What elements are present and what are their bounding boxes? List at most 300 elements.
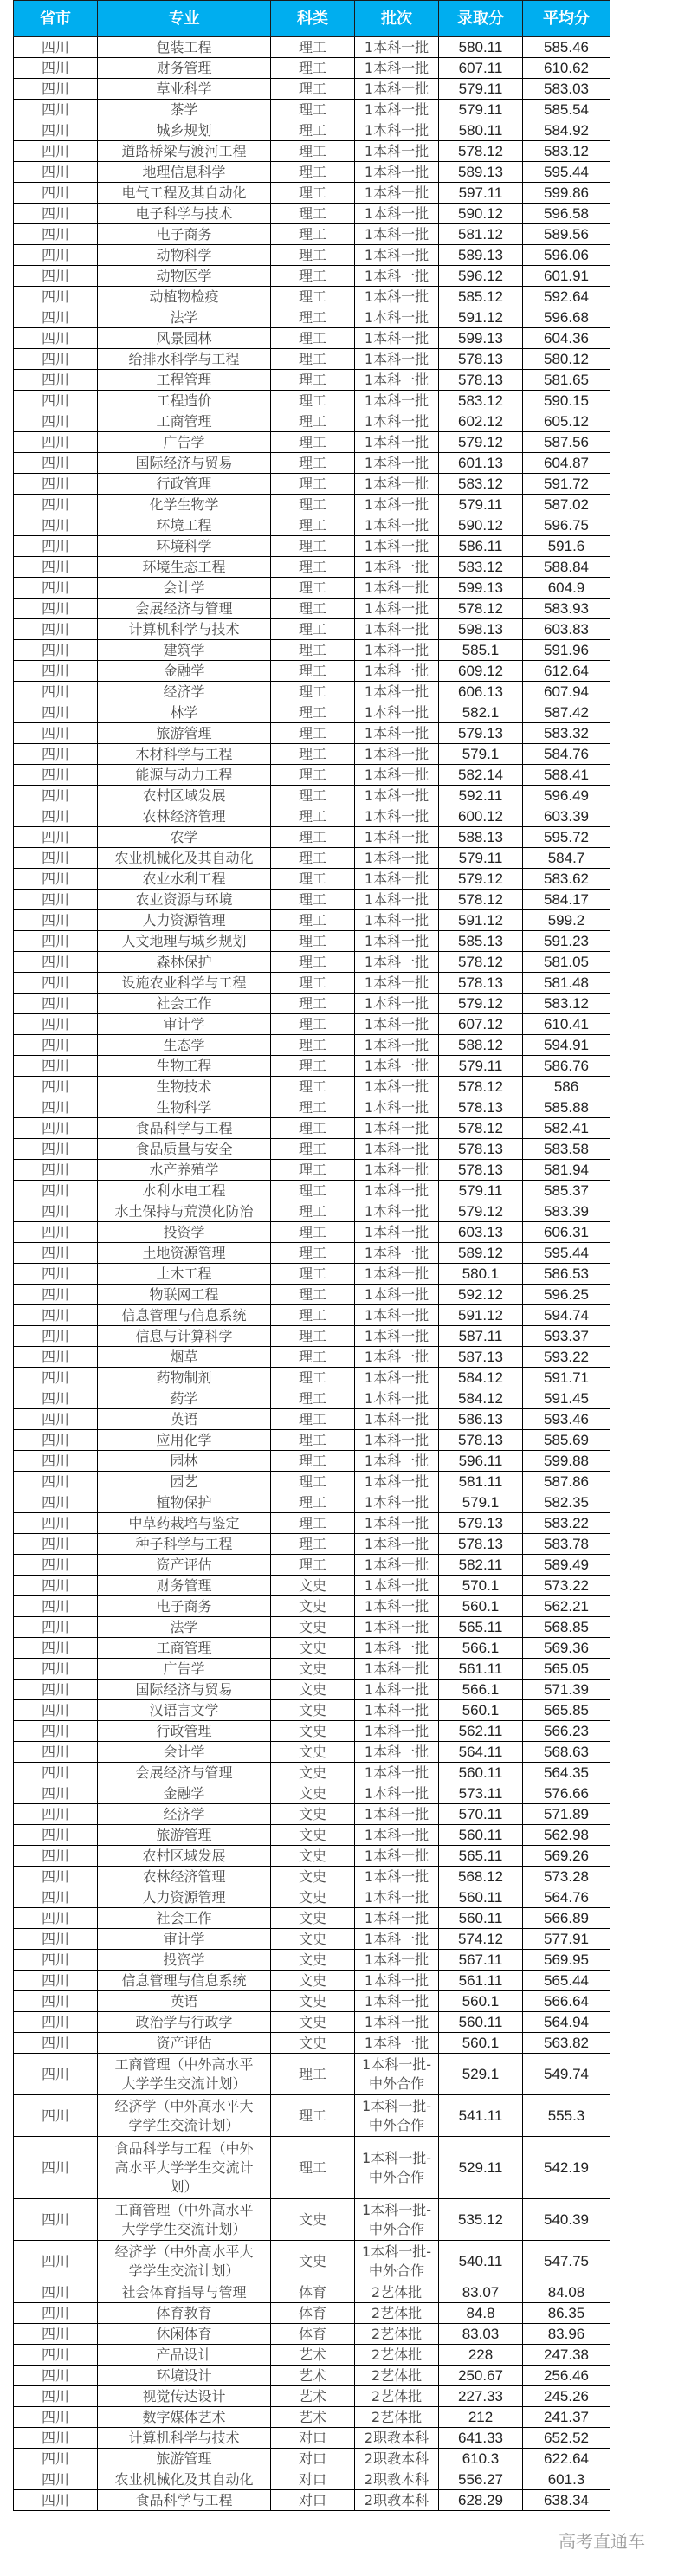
major-text: 体育教育 <box>156 2304 212 2321</box>
cell-category: 文史 <box>271 1763 355 1783</box>
table-row <box>14 1929 610 1950</box>
cell-major <box>98 328 271 349</box>
cell-avg-score: 591.45 <box>523 1388 610 1409</box>
cell-category: 理工 <box>271 640 355 661</box>
cell-min-score: 83.03 <box>439 2324 523 2345</box>
cell-province: 四川 <box>14 287 98 307</box>
table-row <box>14 2469 610 2490</box>
table-header-row <box>14 1 610 37</box>
major-text: 环境生态工程 <box>142 558 226 575</box>
cell-category: 理工 <box>271 1201 355 1222</box>
cell-min-score: 578.13 <box>439 1534 523 1555</box>
cell-avg-score: 589.56 <box>523 224 610 245</box>
cell-major <box>98 474 271 495</box>
cell-category: 文史 <box>271 1700 355 1721</box>
cell-batch: 1本科一批 <box>355 370 439 391</box>
major-text: 社会工作 <box>156 1909 212 1926</box>
table-row <box>14 2449 610 2469</box>
cell-major <box>98 2490 271 2511</box>
cell-batch: 1本科一批-中外合作 <box>355 2095 439 2137</box>
table-row <box>14 952 610 973</box>
table-row <box>14 58 610 79</box>
cell-min-score: 566.1 <box>439 1638 523 1659</box>
major-text: 计算机科学与技术 <box>128 2429 240 2446</box>
table-row <box>14 890 610 910</box>
cell-batch: 1本科一批 <box>355 1160 439 1181</box>
major-text: 休闲体育 <box>156 2325 212 2342</box>
major-text: 环境设计 <box>156 2366 212 2384</box>
cell-min-score: 227.33 <box>439 2386 523 2407</box>
cell-category: 理工 <box>271 183 355 204</box>
cell-batch: 1本科一批 <box>355 1617 439 1638</box>
cell-min-score: 581.12 <box>439 224 523 245</box>
cell-min-score: 589.13 <box>439 245 523 266</box>
cell-category: 文史 <box>271 1783 355 1804</box>
cell-major <box>98 495 271 515</box>
cell-major <box>98 890 271 910</box>
cell-major <box>98 2324 271 2345</box>
cell-province: 四川 <box>14 806 98 827</box>
table-row <box>14 765 610 786</box>
cell-category: 理工 <box>271 1305 355 1326</box>
major-text: 金融学 <box>163 1784 205 1802</box>
cell-category: 理工 <box>271 307 355 328</box>
cell-batch: 1本科一批 <box>355 474 439 495</box>
cell-avg-score: 590.15 <box>523 391 610 411</box>
cell-province: 四川 <box>14 100 98 120</box>
cell-province: 四川 <box>14 432 98 453</box>
cell-avg-score: 652.52 <box>523 2428 610 2449</box>
cell-batch: 1本科一批 <box>355 2012 439 2033</box>
table-row <box>14 640 610 661</box>
cell-major <box>98 2033 271 2054</box>
cell-batch: 1本科一批 <box>355 1721 439 1742</box>
major-text: 人力资源管理 <box>142 911 226 929</box>
cell-category: 理工 <box>271 391 355 411</box>
cell-category: 文史 <box>271 1742 355 1763</box>
table-row <box>14 1680 610 1700</box>
cell-category: 理工 <box>271 931 355 952</box>
cell-min-score: 579.12 <box>439 432 523 453</box>
cell-batch: 1本科一批 <box>355 1804 439 1825</box>
cell-min-score: 599.13 <box>439 578 523 599</box>
cell-min-score: 579.11 <box>439 79 523 100</box>
cell-min-score: 591.12 <box>439 1305 523 1326</box>
cell-category: 文史 <box>271 2033 355 2054</box>
cell-province: 四川 <box>14 58 98 79</box>
cell-avg-score: 603.39 <box>523 806 610 827</box>
cell-major <box>98 1534 271 1555</box>
major-text: 审计学 <box>163 1015 205 1032</box>
cell-avg-score: 580.12 <box>523 349 610 370</box>
table-row <box>14 1243 610 1264</box>
cell-category: 理工 <box>271 1451 355 1472</box>
cell-batch: 2职教本科 <box>355 2428 439 2449</box>
cell-major <box>98 869 271 890</box>
table-row <box>14 1222 610 1243</box>
cell-major <box>98 515 271 536</box>
cell-major <box>98 1763 271 1783</box>
cell-major <box>98 1971 271 1991</box>
cell-batch: 1本科一批-中外合作 <box>355 2199 439 2241</box>
cell-major <box>98 2012 271 2033</box>
table-row <box>14 1326 610 1347</box>
cell-major <box>98 1097 271 1118</box>
table-row <box>14 100 610 120</box>
cell-category: 理工 <box>271 578 355 599</box>
cell-province: 四川 <box>14 578 98 599</box>
cell-category: 理工 <box>271 910 355 931</box>
cell-province: 四川 <box>14 557 98 578</box>
cell-avg-score: 566.89 <box>523 1908 610 1929</box>
table-row <box>14 848 610 869</box>
cell-batch: 1本科一批 <box>355 120 439 141</box>
cell-category: 文史 <box>271 1950 355 1971</box>
cell-major <box>98 1804 271 1825</box>
cell-major <box>98 2199 271 2241</box>
cell-avg-score: 589.49 <box>523 1555 610 1576</box>
cell-major <box>98 1077 271 1097</box>
cell-batch: 1本科一批 <box>355 515 439 536</box>
cell-province: 四川 <box>14 307 98 328</box>
cell-batch: 1本科一批 <box>355 1222 439 1243</box>
cell-province: 四川 <box>14 744 98 765</box>
cell-avg-score: 599.86 <box>523 183 610 204</box>
cell-category: 文史 <box>271 2241 355 2282</box>
cell-category: 理工 <box>271 1077 355 1097</box>
cell-province: 四川 <box>14 827 98 848</box>
cell-batch: 1本科一批 <box>355 2033 439 2054</box>
cell-avg-score: 584.7 <box>523 848 610 869</box>
cell-batch: 1本科一批 <box>355 973 439 994</box>
cell-category: 理工 <box>271 2095 355 2137</box>
major-text: 社会工作 <box>156 994 212 1012</box>
table-row <box>14 1659 610 1680</box>
major-text: 能源与动力工程 <box>135 766 233 783</box>
table-row <box>14 1056 610 1077</box>
cell-min-score: 84.8 <box>439 2303 523 2324</box>
table-row <box>14 2012 610 2033</box>
table-row <box>14 1388 610 1409</box>
cell-avg-score: 566.23 <box>523 1721 610 1742</box>
table-row <box>14 2303 610 2324</box>
cell-avg-score: 577.91 <box>523 1929 610 1950</box>
major-text: 木材科学与工程 <box>135 745 233 762</box>
table-row <box>14 2033 610 2054</box>
cell-major <box>98 1388 271 1409</box>
cell-province: 四川 <box>14 1430 98 1451</box>
cell-batch: 1本科一批 <box>355 1867 439 1887</box>
cell-min-score: 586.13 <box>439 1409 523 1430</box>
cell-min-score: 541.11 <box>439 2095 523 2137</box>
cell-avg-score: 594.91 <box>523 1035 610 1056</box>
cell-avg-score: 562.21 <box>523 1596 610 1617</box>
cell-major <box>98 411 271 432</box>
cell-major <box>98 204 271 224</box>
cell-province: 四川 <box>14 2469 98 2490</box>
major-text: 农学 <box>170 828 198 845</box>
cell-category: 理工 <box>271 2054 355 2095</box>
table-row <box>14 1950 610 1971</box>
cell-min-score: 583.12 <box>439 557 523 578</box>
cell-category: 对口 <box>271 2449 355 2469</box>
cell-min-score: 579.1 <box>439 1492 523 1513</box>
table-row <box>14 536 610 557</box>
cell-avg-score: 581.05 <box>523 952 610 973</box>
major-text: 森林保护 <box>156 953 212 970</box>
cell-avg-score: 606.31 <box>523 1222 610 1243</box>
cell-province: 四川 <box>14 1222 98 1243</box>
cell-province: 四川 <box>14 2407 98 2428</box>
cell-province: 四川 <box>14 1181 98 1201</box>
major-text: 工商管理 <box>156 1639 212 1656</box>
watermark: 高考直通车 <box>559 2531 645 2552</box>
cell-major <box>98 141 271 162</box>
major-text: 工商管理（中外高水平大学学生交流计划） <box>114 2201 254 2237</box>
table-row <box>14 1596 610 1617</box>
cell-major <box>98 599 271 619</box>
cell-batch: 1本科一批 <box>355 536 439 557</box>
cell-batch: 1本科一批 <box>355 890 439 910</box>
cell-province: 四川 <box>14 2386 98 2407</box>
cell-province: 四川 <box>14 515 98 536</box>
cell-min-score: 578.13 <box>439 349 523 370</box>
cell-province: 四川 <box>14 848 98 869</box>
cell-category: 理工 <box>271 1014 355 1035</box>
table-row <box>14 2324 610 2345</box>
cell-avg-score: 568.85 <box>523 1617 610 1638</box>
cell-category: 理工 <box>271 474 355 495</box>
cell-avg-score: 594.74 <box>523 1305 610 1326</box>
cell-min-score: 609.12 <box>439 661 523 682</box>
cell-category: 文史 <box>271 1617 355 1638</box>
major-text: 包装工程 <box>156 38 212 55</box>
cell-min-score: 565.11 <box>439 1846 523 1867</box>
major-text: 农业机械化及其自动化 <box>114 2470 254 2488</box>
cell-batch: 2职教本科 <box>355 2490 439 2511</box>
cell-batch: 2职教本科 <box>355 2469 439 2490</box>
cell-avg-score: 612.64 <box>523 661 610 682</box>
cell-province: 四川 <box>14 952 98 973</box>
table-row <box>14 2345 610 2366</box>
cell-category: 理工 <box>271 100 355 120</box>
cell-batch: 1本科一批 <box>355 557 439 578</box>
cell-major <box>98 2428 271 2449</box>
table-row <box>14 2428 610 2449</box>
cell-avg-score: 593.37 <box>523 1326 610 1347</box>
cell-province: 四川 <box>14 2303 98 2324</box>
cell-batch: 1本科一批 <box>355 307 439 328</box>
cell-batch: 1本科一批 <box>355 1201 439 1222</box>
cell-major <box>98 661 271 682</box>
major-text: 种子科学与工程 <box>135 1535 233 1552</box>
table-row <box>14 411 610 432</box>
cell-province: 四川 <box>14 2428 98 2449</box>
cell-category: 理工 <box>271 1430 355 1451</box>
cell-batch: 1本科一批 <box>355 1347 439 1368</box>
cell-province: 四川 <box>14 765 98 786</box>
table-row <box>14 245 610 266</box>
cell-batch: 1本科一批 <box>355 1451 439 1472</box>
table-row <box>14 1160 610 1181</box>
cell-avg-score: 593.46 <box>523 1409 610 1430</box>
cell-min-score: 578.13 <box>439 1430 523 1451</box>
cell-category: 文史 <box>271 1680 355 1700</box>
cell-min-score: 601.13 <box>439 453 523 474</box>
cell-min-score: 582.11 <box>439 1555 523 1576</box>
table-row <box>14 578 610 599</box>
cell-major <box>98 1285 271 1305</box>
cell-min-score: 560.11 <box>439 1763 523 1783</box>
cell-major <box>98 1243 271 1264</box>
cell-avg-score: 564.35 <box>523 1763 610 1783</box>
cell-min-score: 560.1 <box>439 1596 523 1617</box>
major-text: 视觉传达设计 <box>142 2387 226 2404</box>
cell-province: 四川 <box>14 723 98 744</box>
cell-min-score: 584.12 <box>439 1388 523 1409</box>
major-text: 草业科学 <box>156 80 212 97</box>
cell-min-score: 599.13 <box>439 328 523 349</box>
cell-category: 理工 <box>271 37 355 58</box>
cell-province: 四川 <box>14 973 98 994</box>
cell-province: 四川 <box>14 1409 98 1430</box>
cell-major <box>98 120 271 141</box>
cell-min-score: 598.13 <box>439 619 523 640</box>
cell-major <box>98 1056 271 1077</box>
cell-min-score: 580.11 <box>439 37 523 58</box>
cell-avg-score: 596.25 <box>523 1285 610 1305</box>
major-text: 经济学（中外高水平大学学生交流计划） <box>114 2097 254 2133</box>
major-text: 经济学 <box>163 1805 205 1822</box>
cell-batch: 1本科一批 <box>355 1409 439 1430</box>
cell-province: 四川 <box>14 2366 98 2386</box>
cell-batch: 1本科一批 <box>355 682 439 702</box>
cell-batch: 1本科一批 <box>355 1305 439 1326</box>
cell-province: 四川 <box>14 869 98 890</box>
cell-category: 理工 <box>271 287 355 307</box>
cell-major <box>98 1742 271 1763</box>
table-row <box>14 349 610 370</box>
cell-category: 理工 <box>271 702 355 723</box>
cell-batch: 1本科一批 <box>355 1326 439 1347</box>
cell-category: 文史 <box>271 1846 355 1867</box>
major-text: 英语 <box>170 1410 198 1427</box>
cell-min-score: 562.11 <box>439 1721 523 1742</box>
cell-min-score: 641.33 <box>439 2428 523 2449</box>
cell-avg-score: 555.3 <box>523 2095 610 2137</box>
cell-province: 四川 <box>14 910 98 931</box>
cell-min-score: 578.12 <box>439 952 523 973</box>
cell-province: 四川 <box>14 682 98 702</box>
cell-min-score: 578.12 <box>439 141 523 162</box>
cell-avg-score: 86.35 <box>523 2303 610 2324</box>
cell-province: 四川 <box>14 1139 98 1160</box>
cell-category: 理工 <box>271 994 355 1014</box>
cell-min-score: 564.11 <box>439 1742 523 1763</box>
cell-batch: 2艺体批 <box>355 2386 439 2407</box>
cell-batch: 1本科一批 <box>355 224 439 245</box>
table-row <box>14 432 610 453</box>
major-text: 动物医学 <box>156 267 212 284</box>
cell-major <box>98 1783 271 1804</box>
cell-province: 四川 <box>14 2054 98 2095</box>
cell-major <box>98 910 271 931</box>
cell-province: 四川 <box>14 1347 98 1368</box>
column-header-major: 专业 <box>98 1 271 37</box>
cell-province: 四川 <box>14 1638 98 1659</box>
cell-province: 四川 <box>14 1264 98 1285</box>
cell-major <box>98 224 271 245</box>
major-text: 政治学与行政学 <box>135 2013 233 2030</box>
cell-category: 理工 <box>271 58 355 79</box>
cell-batch: 1本科一批 <box>355 910 439 931</box>
cell-avg-score: 581.48 <box>523 973 610 994</box>
major-text: 金融学 <box>163 662 205 679</box>
table-row <box>14 1077 610 1097</box>
cell-category: 理工 <box>271 1555 355 1576</box>
cell-min-score: 589.13 <box>439 162 523 183</box>
cell-province: 四川 <box>14 79 98 100</box>
cell-min-score: 597.11 <box>439 183 523 204</box>
cell-major <box>98 1887 271 1908</box>
major-text: 投资学 <box>163 1223 205 1240</box>
major-text: 英语 <box>170 1992 198 2010</box>
cell-batch: 1本科一批 <box>355 1576 439 1596</box>
cell-avg-score: 587.86 <box>523 1472 610 1492</box>
cell-major <box>98 1181 271 1201</box>
cell-avg-score: 566.64 <box>523 1991 610 2012</box>
major-text: 广告学 <box>163 433 205 450</box>
cell-min-score: 590.12 <box>439 515 523 536</box>
table-row <box>14 453 610 474</box>
table-row <box>14 806 610 827</box>
major-text: 动物科学 <box>156 246 212 263</box>
cell-avg-score: 571.39 <box>523 1680 610 1700</box>
cell-category: 理工 <box>271 599 355 619</box>
cell-batch: 1本科一批 <box>355 58 439 79</box>
cell-avg-score: 584.92 <box>523 120 610 141</box>
cell-province: 四川 <box>14 1326 98 1347</box>
cell-province: 四川 <box>14 2012 98 2033</box>
cell-category: 理工 <box>271 723 355 744</box>
cell-major <box>98 765 271 786</box>
table-row <box>14 682 610 702</box>
cell-province: 四川 <box>14 1659 98 1680</box>
cell-batch: 1本科一批 <box>355 1742 439 1763</box>
cell-batch: 2艺体批 <box>355 2324 439 2345</box>
cell-major <box>98 2303 271 2324</box>
cell-avg-score: 583.58 <box>523 1139 610 1160</box>
cell-province: 四川 <box>14 2345 98 2366</box>
cell-major <box>98 806 271 827</box>
cell-batch: 1本科一批 <box>355 1285 439 1305</box>
cell-min-score: 578.12 <box>439 599 523 619</box>
cell-province: 四川 <box>14 370 98 391</box>
cell-major <box>98 1846 271 1867</box>
cell-avg-score: 610.41 <box>523 1014 610 1035</box>
table-row <box>14 2054 610 2095</box>
cell-avg-score: 585.88 <box>523 1097 610 1118</box>
major-text: 城乡规划 <box>156 121 212 139</box>
cell-batch: 1本科一批 <box>355 162 439 183</box>
major-text: 电气工程及其自动化 <box>121 184 247 201</box>
cell-province: 四川 <box>14 1825 98 1846</box>
cell-avg-score: 565.44 <box>523 1971 610 1991</box>
table-row <box>14 1638 610 1659</box>
cell-min-score: 578.13 <box>439 1160 523 1181</box>
cell-min-score: 560.11 <box>439 2012 523 2033</box>
cell-major <box>98 2054 271 2095</box>
